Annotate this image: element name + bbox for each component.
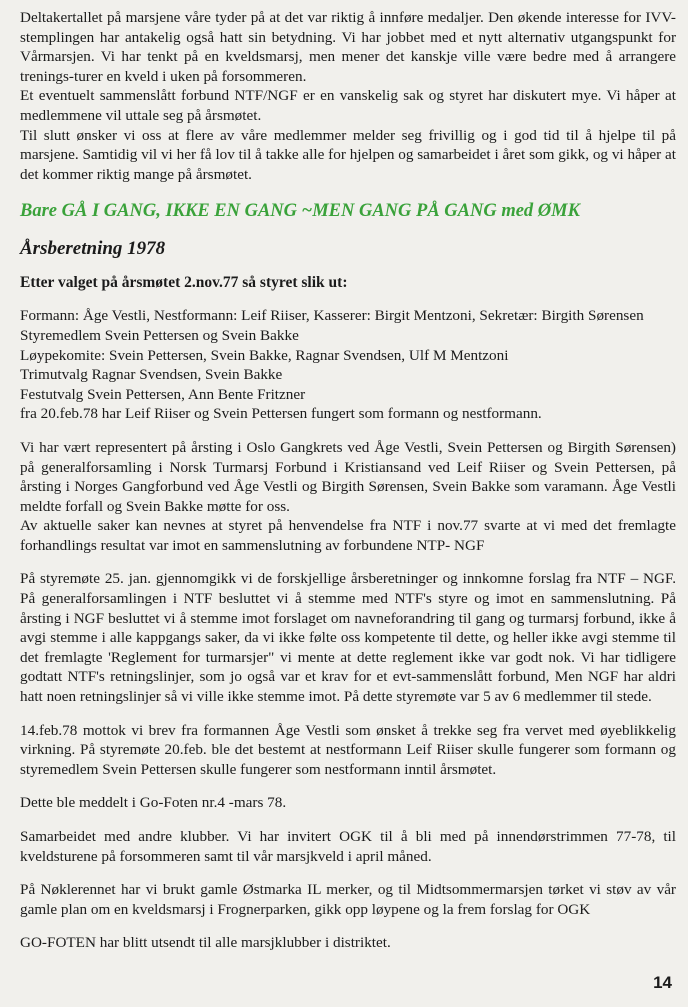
intro-paragraph-2: Et eventuelt sammenslått forbund NTF/NGF er en vanskelig sak og styret har diskutert mye. Vi håper at medlemmene vil uttale seg på årsmøtet. [20, 87, 676, 124]
gofoten-paragraph: GO-FOTEN har blitt utsendt til alle marsjklubber i distriktet. [20, 934, 391, 952]
board-line: Løypekomite: Svein Pettersen, Svein Bakke, Ragnar Svendsen, Ulf M Mentzoni [20, 346, 509, 364]
report-title: Årsberetning 1978 [20, 238, 166, 260]
board-line: Festutvalg Svein Pettersen, Ann Bente Fritzner [20, 385, 306, 403]
intro-paragraph-3: Til slutt ønsker vi oss at flere av våre medlemmer melder seg frivillig og i god tid til å hjelpe til på marsjene. Samtidig vil vi her få lov til å takke alle for hjelpen og samarbeidet i året som gikk, og vi håper at det kommer riktig mange på årsmøtet. [20, 126, 676, 183]
board-line: Trimutvalg Ragnar Svendsen, Svein Bakke [20, 366, 283, 384]
club-slogan: Bare GÅ I GANG, IKKE EN GANG ~MEN GANG PÅ GANG med ØMK [20, 201, 580, 222]
announcement-paragraph: Dette ble meddelt i Go-Foten nr.4 -mars 78. [20, 794, 287, 812]
board-line: Styremedlem Svein Pettersen og Svein Bakke [20, 326, 299, 344]
resignation-letter-paragraph: 14.feb.78 mottok vi brev fra formannen Åge Vestli som ønsket å trekke seg fra vervet med øyeblikkelig virkning. På styremøte 20.feb. ble det bestemt at nestformann Leif Riiser skulle fungerer som formann og styremedlem Svein Pettersen skulle fungerer som nestformann inntil årsmøtet. [20, 721, 676, 778]
document-page [20, 8, 676, 953]
representation-paragraph: Vi har vært representert på årsting i Oslo Gangkrets ved Åge Vestli, Svein Pettersen og Birgith Sørensen) på generalforsamling i Norsk Turmarsj Forbund i Kristiansand ved Leif Riiser og Svein Pettersen, på årsting i Norges Gangforbund ved Åge Vestli og Birgith Sørensen, Svein Bakke som varamann. Åge Vestli meldte forfall og Svein Bakke møtte for oss. [20, 438, 676, 515]
report-subtitle: Etter valget på årsmøtet 2.nov.77 så styret slik ut: [20, 274, 348, 292]
board-line: Formann: Åge Vestli, Nestformann: Leif Riiser, Kasserer: Birgit Mentzoni, Sekretær: Birgith Sørensen [20, 307, 644, 325]
intro-paragraph-1: Deltakertallet på marsjene våre tyder på at det var riktig å innføre medaljer. Den økende interesse for IVV-stemplingen har antakelig også hatt sin betydning. Vi har jobbet med et nytt alternativ utgangspunkt for Vårmarsjen. Vi har tenkt på en kveldsmarsj, men mener det kanskje ville være bedre med å arrangere trenings-turer en kveld i uken på forsommeren. [20, 9, 676, 85]
board-list [20, 306, 676, 424]
board-meeting-paragraph: På styremøte 25. jan. gjennomgikk vi de forskjellige årsberetninger og innkomne forslag fra NTF – NGF. På generalforsamlingen i NTF besluttet vi å stemme med NTF's styre og imot en sammenslutning. På årsting i NGF besluttet vi å stemme imot forslaget om navneforandring til gang og turmarsj forbund, ikke å avgi stemme i alle kappgangs saker, da vi ikke følte oss kompetente til dette, og heller ikke avgi stemme til det fremlagte 'Reglement for turmarsjer" vi mente at dette reglement ikke var godt nok. Vi har tidligere godtatt NTF's retningslinjer, som jo også var et krav for et evt-sammenslått forbund, Men NGF har aldri hatt noen retningslinjer så vi ville ikke stemme imot. På dette styremøte var 5 av 6 medlemmer til stede. [20, 570, 676, 706]
race-paragraph: På Nøklerennet har vi brukt gamle Østmarka IL merker, og til Midtsommermarsjen tørket vi støv av vår gamle plan om en kveldsmarsj i Frognerparken, gikk opp løypene og la frem forslag for OGK [20, 881, 676, 918]
board-line: fra 20.feb.78 har Leif Riiser og Svein Pettersen fungert som formann og nestformann. [20, 405, 542, 423]
page-number: 14 [653, 973, 672, 992]
cooperation-paragraph: Samarbeidet med andre klubber. Vi har invitert OGK til å bli med på innendørstrimmen 77-78, til kveldsturene på forsommeren samt til vår marsjkveld i april måned. [20, 828, 676, 865]
current-matters-paragraph: Av aktuelle saker kan nevnes at styret på henvendelse fra NTF i nov.77 svarte at vi med det fremlagte forhandlings resultat var imot en sammenslutning av forbundene NTP- NGF [20, 517, 676, 554]
